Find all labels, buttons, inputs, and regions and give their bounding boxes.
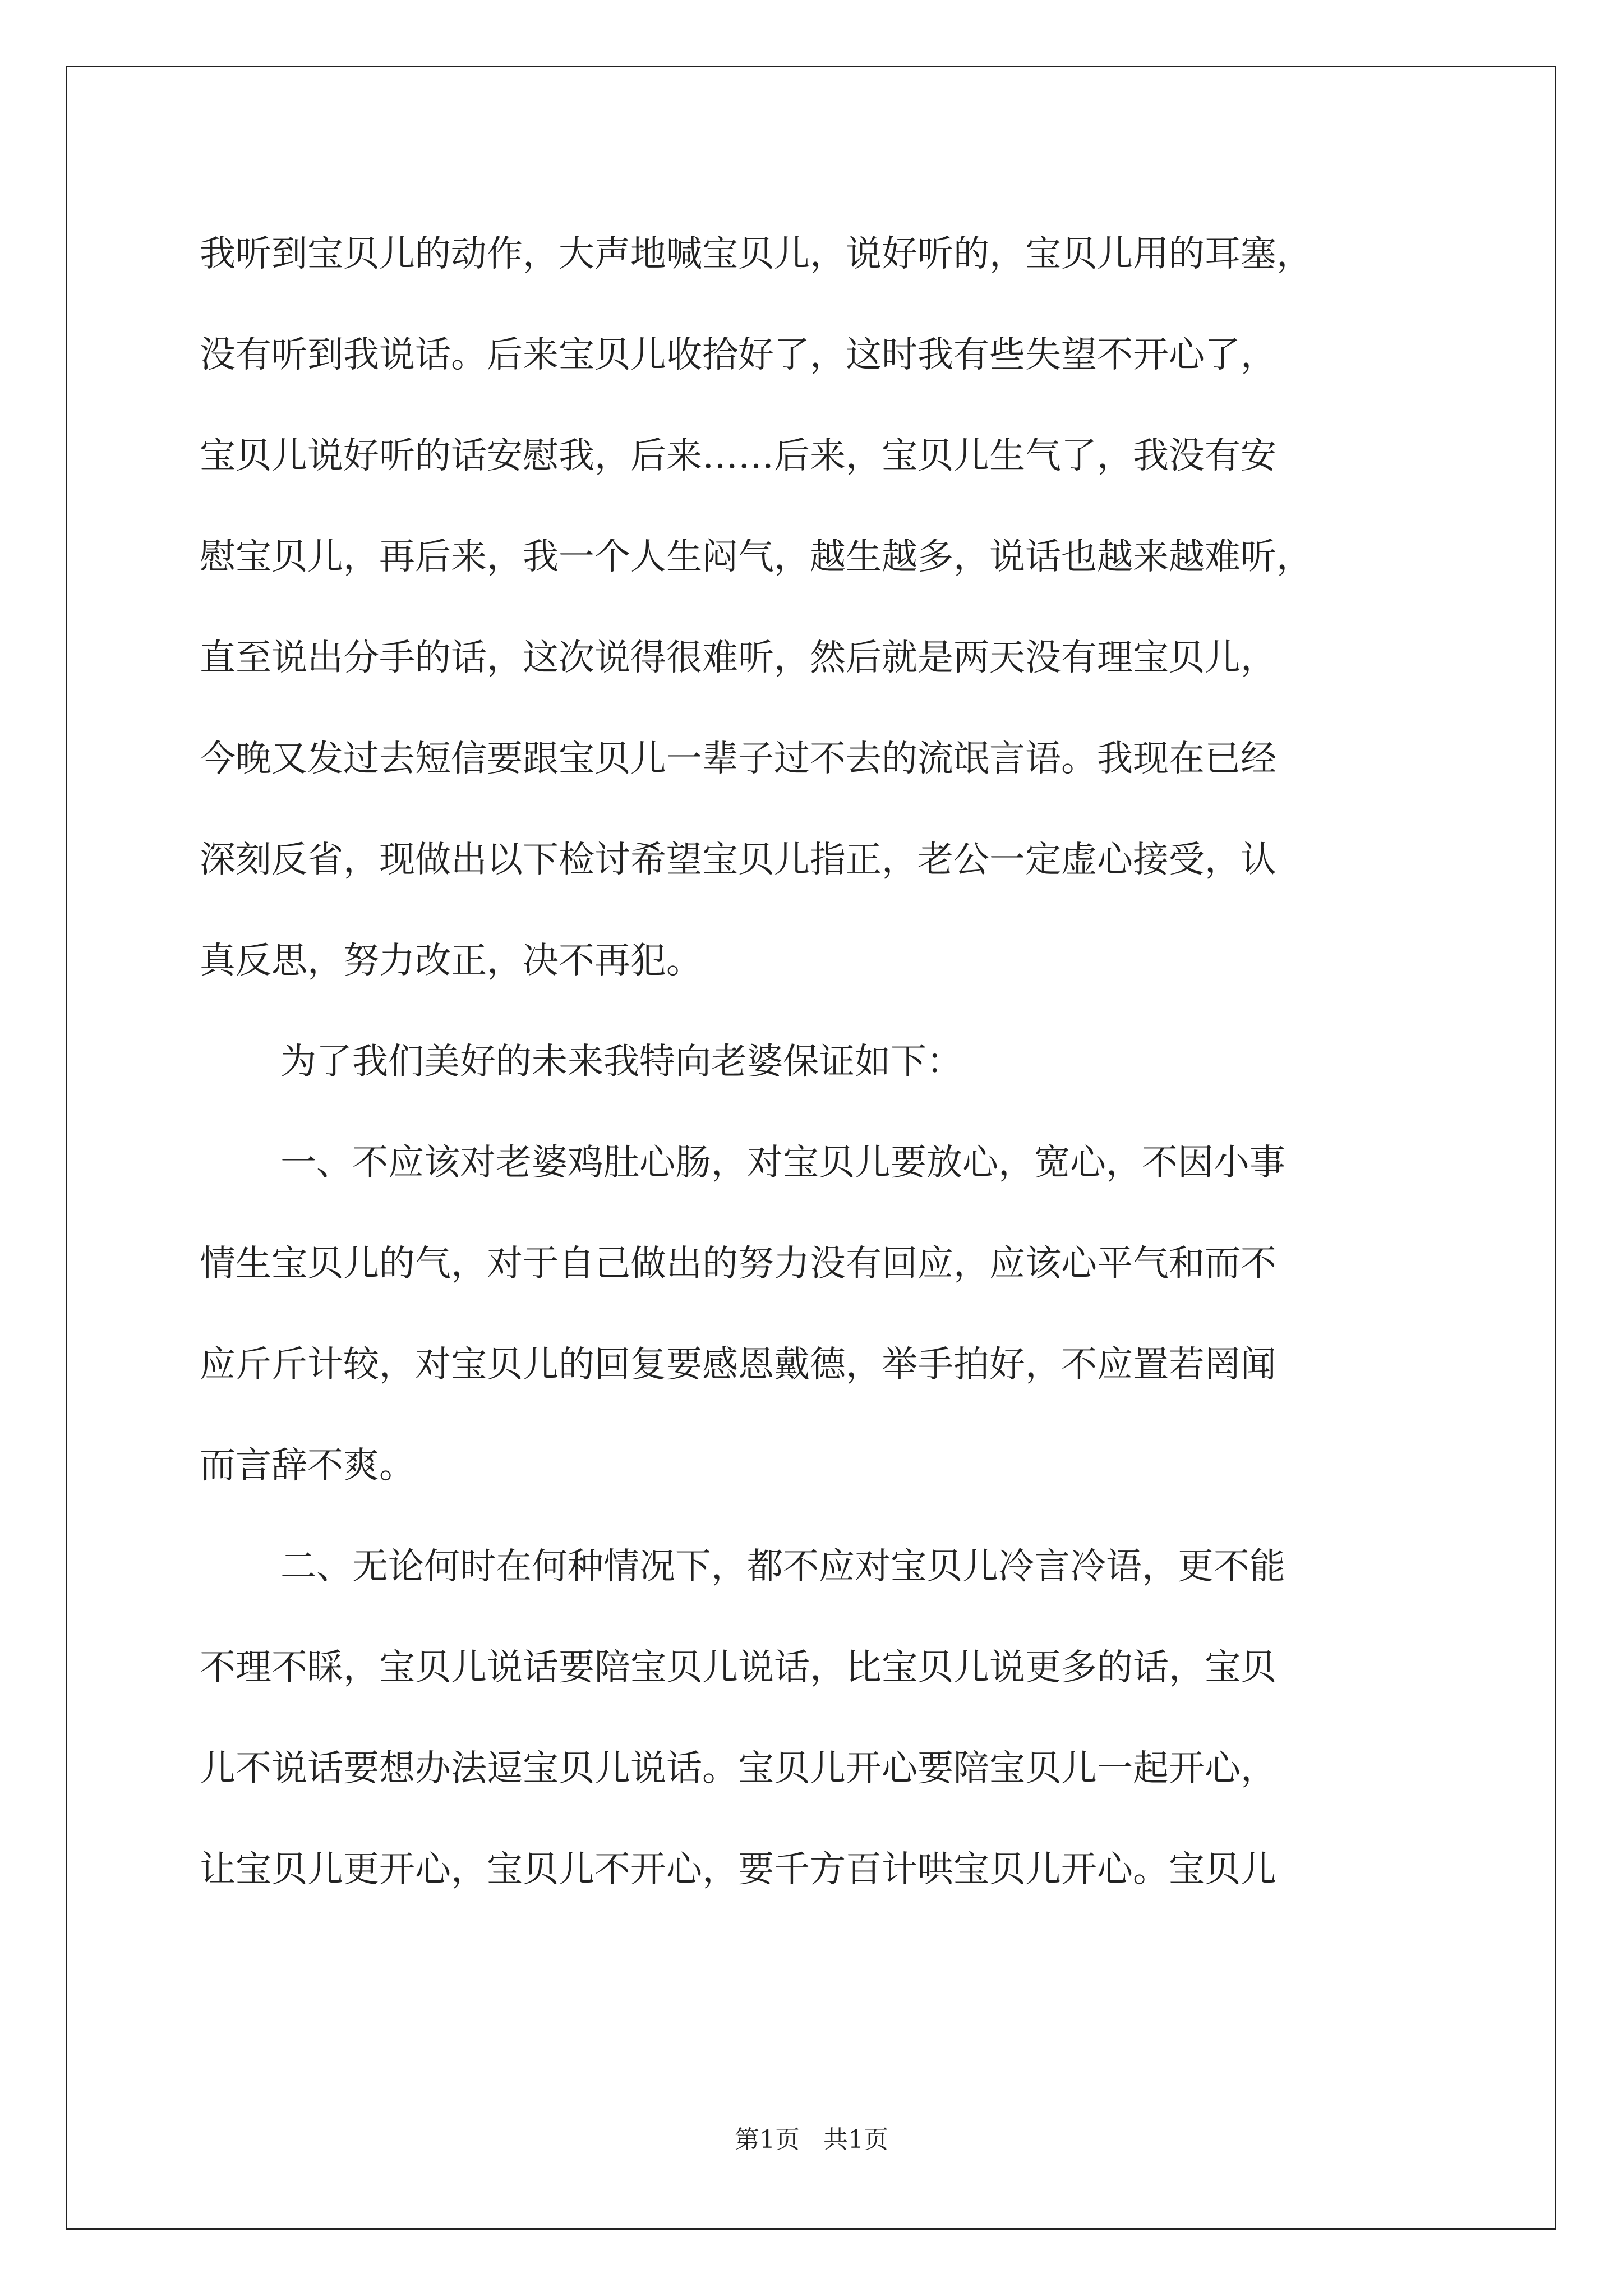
text-line: 慰宝贝儿，再后来，我一个人生闷气，越生越多，说话也越来越难听， [200,536,1312,578]
paragraph-item-two: 二、无论何时在何种情况下，都不应对宝贝儿冷言冷语，更不能 [280,1546,1285,1588]
text-line: 深刻反省，现做出以下检讨希望宝贝儿指正，老公一定虚心接受，认 [200,839,1276,881]
text-line: 真反思，努力改正，决不再犯。 [200,940,702,982]
text-line: 没有听到我说话。后来宝贝儿收拾好了，这时我有些失望不开心了， [200,334,1276,376]
text-line: 让宝贝儿更开心，宝贝儿不开心，要千方百计哄宝贝儿开心。宝贝儿 [200,1849,1276,1890]
text-line: 而言辞不爽。 [200,1445,415,1487]
document-body [200,204,1450,1920]
paragraph-item-one: 一、不应该对老婆鸡肚心肠，对宝贝儿要放心，宽心，不因小事 [280,1142,1285,1184]
text-line: 直至说出分手的话，这次说得很难听，然后就是两天没有理宝贝儿， [200,637,1276,679]
text-line: 今晚又发过去短信要跟宝贝儿一辈子过不去的流氓言语。我现在已经 [200,738,1276,780]
text-line: 我听到宝贝儿的动作，大声地喊宝贝儿，说好听的，宝贝儿用的耳塞， [200,233,1312,275]
text-line: 情生宝贝儿的气，对于自己做出的努力没有回应，应该心平气和而不 [200,1243,1276,1285]
text-line: 宝贝儿说好听的话安慰我，后来……后来，宝贝儿生气了，我没有安 [200,435,1276,477]
paragraph-intro: 为了我们美好的未来我特向老婆保证如下： [280,1041,962,1083]
text-line: 不理不睬，宝贝儿说话要陪宝贝儿说话，比宝贝儿说更多的话，宝贝 [200,1647,1276,1688]
page-footer: 第1页 共1页 [735,2125,888,2154]
text-line: 应斤斤计较，对宝贝儿的回复要感恩戴德，举手拍好，不应置若罔闻 [200,1344,1276,1386]
text-line: 儿不说话要想办法逗宝贝儿说话。宝贝儿开心要陪宝贝儿一起开心， [200,1748,1276,1789]
